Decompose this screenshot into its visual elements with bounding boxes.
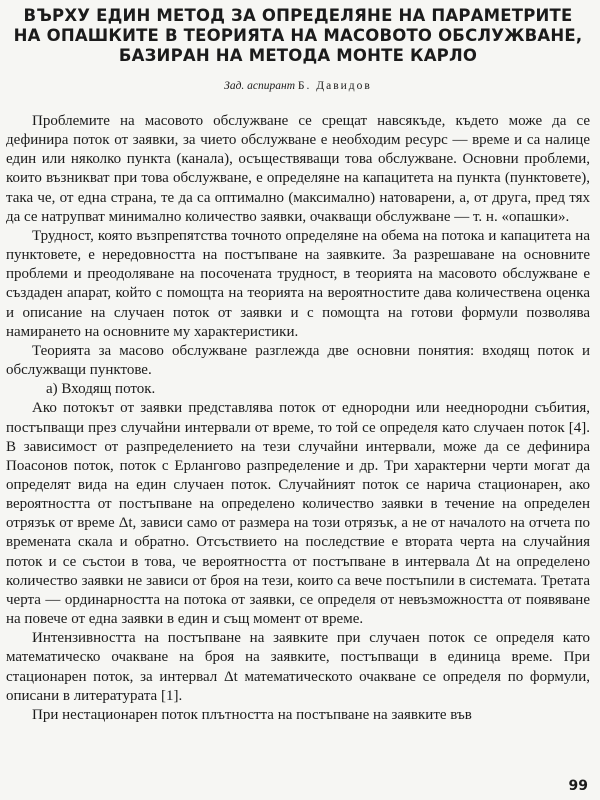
author-name: Б. Давидов: [297, 80, 372, 92]
article-title: [6, 6, 590, 66]
author-prefix: Зад. аспирант: [224, 80, 296, 92]
article-body: [6, 112, 590, 725]
paragraph: Проблемите на масовото обслужване се срещат навсякъде, където може да се дефинира поток от заявки, за чието обслужване е необходим ресурс — време и са налице един или няколко пункта (канала), осъществяващи това обслужване. Основни проблеми, които възникват при това обслужване, е определяне на капацитета на пункта (пунктовете), така че, от една страна, те да са оптимално (максимално) натоварени, а, от друга, пред тях да се натрупват минимално количество заявки, очакващи обслужване — т. н. «опашки».: [6, 113, 590, 225]
paragraph: Ако потокът от заявки представлява поток от еднородни или нееднородни събития, постъпващи през случайни интервали от време, то той се определя като случаен поток [4]. В зависимост от разпределението на тези случайни интервали, може да се дефинира Поасонов поток, поток с Ерлангово разпределение и др. Три характерни черти могат да определят вида на един случаен поток. Случайният поток се нарича стационарен, ако вероятността от постъпване на определено количество заявки в течение на определен отрязък от време Δt, зависи само от размера на този отрязък, а не от началото на отчета по времената скала и обратно. Отсъствието на последствие е втората черта на случайния поток и се състои в това, че вероятността от постъпване в интервала Δt на определено количество заявки не зависи от броя на тези, които са вече постъпили в системата. Третата черта — ординарността на потока от заявки, се определя от невъзможността от появяване на повече от една заявки в един и същ момент от време.: [6, 400, 590, 628]
title-line: БАЗИРАН НА МЕТОДА МОНТЕ КАРЛО: [118, 46, 478, 65]
page-number: 99: [568, 778, 588, 794]
paragraph: При нестационарен поток плътността на постъпване на заявките във: [32, 706, 472, 723]
title-line: НА ОПАШКИТЕ В ТЕОРИЯТА НА МАСОВОТО ОБСЛУЖВАНЕ,: [13, 26, 583, 45]
subsection-heading: а) Входящ поток.: [46, 381, 156, 398]
title-line: ВЪРХУ ЕДИН МЕТОД ЗА ОПРЕДЕЛЯНЕ НА ПАРАМЕТРИТЕ: [23, 6, 573, 25]
paragraph: Теорията за масово обслужване разглежда две основни понятия: входящ поток и обслужващи пунктове.: [6, 342, 590, 379]
author-line: [6, 80, 590, 92]
paragraph: Трудност, която възпрепятства точното определяне на обема на потока и капацитета на пунктовете, е нередовността на постъпване на заявките. За разрешаване на основните проблеми и преодоляване на посочената трудност, в теорията на масовото обслужване е създаден апарат, който с помощта на теорията на вероятностите дава количествена оценка и описание на случаен поток от заявки и с помощта на готови формули позволява намирането на основните му характеристики.: [6, 227, 590, 340]
paragraph: Интензивността на постъпване на заявките при случаен поток се определя като математическо очакване на броя на заявките, постъпващи в единица време. При стационарен поток, за интервал Δt математическото очакване се определя по формули, описани в литературата [1].: [6, 630, 590, 704]
